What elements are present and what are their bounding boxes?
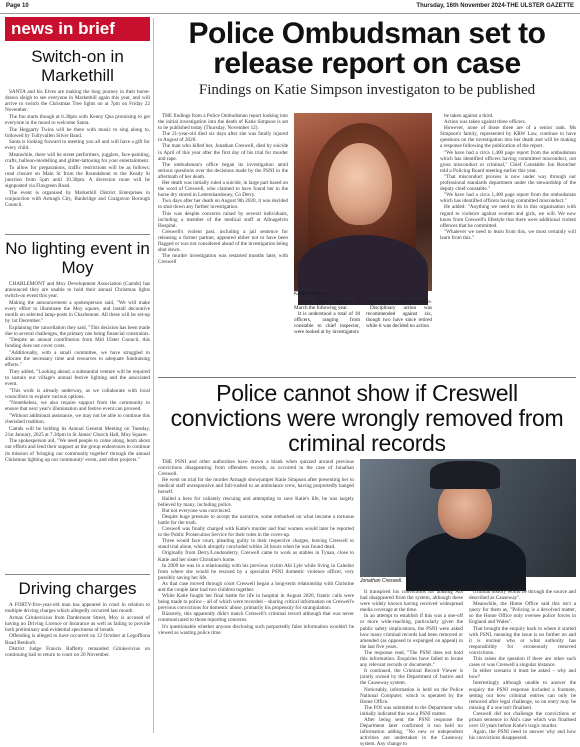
story-para: from the ombudsman's office.: [370, 299, 432, 305]
brief-headline-driving: Driving charges: [18, 579, 137, 598]
story-para: Creswell's violent past, including a jail sentence for releasing a former partner, appeared either not to have been flagged or was not considered ahead of the investigation being shut down.: [158, 228, 288, 254]
story-para: "Whatever we need to learn from this, we most certainly will learn from this.": [440, 228, 576, 241]
story-para: It's questionable whether anyone disclosing such purportedly false information wouldn't be viewed as wasting police time.: [158, 623, 354, 636]
story-para: It continued, the Criminal Record Viewer is jointly owned by the Department of Justice and the Causeway system.: [360, 668, 463, 687]
story-para: Three would face court, pleading guilty to their respective charges, leaving Creswell to stand trial alone, which abruptly concluded within 24 hours when he was found dead.: [158, 538, 354, 551]
story-para: Her death was initially ruled a suicide, in large part based on the word of Creswell, who claimed to have found her in the horse dry stored in Lettershandoney, Co Derry.: [158, 180, 288, 199]
second-headline: Police cannot show if Creswell convictions were wrongly removed from criminal records: [170, 380, 564, 456]
story-para: "That misconduct process is now under way through our professional standards department under the stewardship of the deputy chief constable.": [440, 173, 576, 193]
story-para: Originally from Derry/Londonderry, Creswell came to work as stables in Tynan, close to Katie and her sister Christine's home.: [158, 550, 354, 563]
brief-para: A FORTY-five-year-old man has appeared in court in relation to multiple driving charges which allegedly occurred last month.: [5, 602, 150, 615]
brief-para: The spokesperson aid, "We need people to come along, learn about our efforts and lend their support as the group endeavours to continue its mission of 'bringing our community together' through the annual Christmas lighting up our community' event, and other projects.": [5, 438, 150, 463]
second-column-3: [469, 589, 576, 742]
main-stories: [158, 17, 576, 747]
jonathan-creswell-photo: [360, 459, 576, 577]
story-para: This was despite concerns raised by several individuals, including a member of the medical staff at Altnagelvin Hospital.: [158, 210, 288, 229]
brief-divider: [5, 574, 150, 575]
story-para: Creswell was finally charged with Katie's murder and four women would later be reported to the Public Prosecution Service for their roles in the cover-up.: [158, 526, 354, 539]
brief-para: SANTA and his Elves are making the long journey in their horse-drawn sleigh to see everyone in Markethill again this year, and will arrive to switch the Christmas Tree lights on at 7pm on Friday 22 November.: [5, 89, 150, 114]
brief-para: They added, "Looking ahead, a substantial venture will be required to sustain our village's annual festive lighting and the associated event.: [5, 368, 150, 387]
story-para: THE findings from a Police Ombudsman report looking into the initial investigation into the death of Katie Simpson is set to be published today (Thursday, November 12).: [158, 113, 288, 132]
brief-para: The event is organised by Markethill District Enterprises in conjunction with Armagh City, Banbridge and Craigavon Borough Council.: [5, 189, 150, 208]
brief-para: "Additionally, with a small committee, we have struggled to allocate the necessary time and resources to adequate fundraising efforts.": [5, 350, 150, 369]
brief-para: Making the announcement a spokesperson said, "We will make every effort to illuminate the Moy square, and install decorative motifs on selected lamp-posts in Charlemont. All these will be set-up by 1st December.": [5, 299, 150, 325]
brief-para: "Despite an annual contribution from Mid Ulster Council, this funding does not cover costs.: [5, 337, 150, 350]
brief-para: "Nonetheless, we also require support from the community to ensure that next year's illumination and festive event can proceed.: [5, 400, 150, 413]
story-para: Noticeably, information is held on the Police National Computer, which is operated by the Home Office.: [360, 686, 463, 705]
story-para: In 2009 he was in a relationship with his previous victim Abi Lyle while living in Caledon from where she would be rescued by a specialist PSNI domestic violence officer, very possibly saving her life.: [158, 562, 354, 581]
brief-para: Santa is looking forward to meeting you all and will have a gift for every child.: [5, 139, 150, 152]
brief-para: CHARLEMONT and Moy Development Association (Camds) has announced they are unable to hold their annual Christmas lights switch-on event this year.: [5, 281, 150, 300]
lead-story: [158, 113, 576, 375]
brief-para: Offending is alleged to have occurred on 12 October at Legoffiona Road Benburb.: [5, 633, 150, 646]
story-para: be taken against a third.: [444, 113, 494, 119]
story-para: This raises the question if there are other such cases or was Creswell a singular instance.: [469, 656, 576, 669]
second-story: [158, 459, 576, 747]
brief-para: Meanwhile, there will be street performers, jugglers, face-painting, crafts, balloon-modelling and glitter-tattooing for your entertainment.: [5, 151, 150, 165]
brief-divider: [5, 234, 150, 235]
brief-para: Armas Grinkevicius from Dardernont Street, Moy is accused of having no Driving Licence or Insurance as well as failing to provide both preliminary and evidential specimens of breath.: [5, 614, 150, 633]
second-column-2: [360, 589, 463, 747]
story-para: finally being charged in March the following year.: [294, 299, 360, 312]
story-para: THE PSNI and other authorities have drawn a blank when quizzed around previous convictions disappearing from offenders records, as occurred in the case of Jonathan Creswell.: [158, 459, 354, 478]
story-para: Creswell did not challenge the convictions or prison sentence in Abi's case which was finalised over 10 years before Katie's tragic murder.: [469, 710, 576, 730]
story-para: The FOI was submitted to the Department who initially indicated this was a PSNI matter.: [360, 704, 463, 717]
story-para: As that case moved through court Creswell began a long-term relationship with Christine and the couple later had two children together.: [158, 580, 354, 593]
katie-simpson-photo: [294, 113, 432, 291]
story-para: criminal history would be through the source and described as Causeway".: [469, 589, 576, 602]
brief-para: "Without additional assistance, we may not be able to continue this cherished tradition.: [5, 412, 150, 426]
page-dateline: Thursday, 16th November 2024-THE ULSTER GAZETTE: [416, 3, 574, 9]
news-in-brief-banner: news in brief: [5, 17, 150, 41]
lead-headline: Police Ombudsman set to release report on case: [188, 17, 546, 80]
story-divider: [158, 377, 576, 378]
story-para: But not everyone was convinced.: [162, 507, 232, 514]
story-para: Again, the PSNI need to answer why and how his convictions disappeared.: [469, 729, 576, 742]
story-para: In either scenario it must be asked – why and how?: [469, 668, 576, 681]
brief-para: Camds will be holding its Annual General Meeting on Tuesday, 21st January, 2025 at 7.30pm in St James' Church Hall, Moy Square.: [5, 425, 150, 438]
story-para: That brought the enquiry back to where it started with PSNI, meaning the issue is no further on and it is unclear who or what authority has responsibility for erroneously removed convictions.: [469, 625, 576, 656]
story-para: Interestingly although unable to answer the enquiry the PSNI response included a footnote, setting out how criminal entries can only be removed after legal challenge, so on entry may be missing if a one isn't finalised.: [469, 680, 576, 711]
lead-column-2-tail: [294, 299, 432, 373]
story-para: Hailed a hero for valiantly rescuing and attempting to save Katie's life, he was largely believed by many, including police.: [158, 495, 354, 508]
brief-body-moy: [5, 281, 150, 571]
brief-para: "This work is already underway, as we collaborate with local councillors to explore various options.: [5, 387, 150, 400]
brief-para: Explaining the cancellation they said, "This decision has been made due to several challenges, the primary one being financial constraints.: [5, 324, 150, 337]
story-para: Meanwhile, the Home Office said this isn't a query for them as, "Policing is a devolved matter, so the Home Office only oversee police forces in England and Wales".: [469, 601, 576, 626]
brief-body-driving: [5, 602, 150, 742]
second-photo-caption: Jonathan Creswell.: [360, 578, 403, 584]
story-para: Bizarrely, this apparently didn't match Creswell's criminal record although that was never communicated to those reporting concerns.: [158, 611, 354, 624]
page-folio: [0, 0, 580, 14]
story-para: It transpired his convictions for abusing Abi had disappeared from the system, although these were widely known having received widespread media coverage at the time.: [360, 589, 463, 614]
story-para: The man who killed her, Jonathan Creswell, died by suicide in April of this year after the first day of his trial for murder and rape.: [158, 143, 288, 162]
column-rule: [153, 18, 154, 733]
story-para: Two days after her death on August 9th 2020, it was decided to shut down any further investigation.: [158, 198, 288, 211]
story-para: "We have had a circa 1,400 page report from the ombudsman which has identified officers having committed misconduct.": [440, 192, 576, 205]
brief-para: District Judge Francis Rafferty remanded Grinkevicius on continuing bail to return to court on 20 November.: [5, 646, 150, 659]
lead-column-3: [440, 113, 576, 373]
brief-headline-markethill: Switch-on in Markethill: [31, 47, 124, 85]
story-para: After being sent the PSNI response the Department later confirmed it too held no information adding, "No new or independent activities are undertaken in the Causeway system. Any change to: [360, 716, 463, 747]
brief-body-markethill: [5, 89, 150, 231]
story-para: The ombudsman's office began its investigation amid serious questions over the decisions made by the PSNI in the aftermath of her death.: [158, 161, 288, 180]
brief-para: The fun starts though at 6.30pm with Kenny Qua promising to get everyone in the mood to welcome Santa.: [5, 113, 150, 126]
story-para: However, none of those three are of a senior rank. Ms Simpson's family, represented by KRW Law, continue to have questions on the investigation into her death and will be making a response following the publication of the report.: [440, 125, 576, 150]
lead-photo-caption: Katie Simpson.: [294, 291, 328, 297]
page-number: Page 10: [6, 3, 29, 9]
story-para: He added: "Anything we need to do in this organisation with regard to violence against women and girls, we will. We now know from Creswell's lifestyle that there were additional violent offences that he committed.: [440, 204, 576, 229]
story-para: In an attempt to establish if this was a one-off or more wide-reaching, particularly given the public safety implications, the PSNI were asked how many criminal records had been removed or amended (as opposed to expunged on appeal) in the last five years.: [360, 613, 463, 650]
story-para: Disciplinary action was recommended against six, though two have since retired while it was decided no action: [366, 305, 432, 330]
story-para: The 21-year-old died six days after she was fatally injured in August of 2020.: [158, 131, 288, 144]
brief-para: To allow for preparations, traffic restrictions will be as follows; road closure on Main St from the Roundabout to the Keady St junction from 5pm until 10.30pm. A diversion route will be signposted via Flaxgreen Road.: [5, 164, 150, 189]
lead-strapline: Findings on Katie Simpson investigaton to be published: [198, 82, 536, 98]
news-in-brief-sidebar: [5, 17, 150, 733]
story-para: While Katie fought her final battle for life in hospital in August 2020, frantic calls were being made to police – all of which were recorded – sharing critical information on Creswell's previous convictions for domestic abuse, primarily his propensity for strangulation.: [158, 593, 354, 612]
lead-column-1: [158, 113, 288, 373]
story-para: He went on trial for the murder Armagh showjumper Katie Simpson after presenting her to medical staff unresponsive and full-rushed to an ambulance crew, having purportedly hanged herself.: [158, 477, 354, 496]
story-para: "We have had a circa 1,400 page report from the ombudsman which has identified officers having committed misconduct, not gross misconduct or criminal," Chief Constable Jon Boutcher told a Policing Board meeting earlier this year.: [440, 149, 576, 174]
story-para: It is understood a total of 18 officers, ranging from constable to chief inspector, were looked at by investigators: [294, 311, 360, 336]
story-para: Despite huge pressure to accept the narrative, some embarked on what became a tortuous battle for the truth.: [158, 513, 354, 526]
brief-para: The Heggarty Twins will be there with music to sing along to, followed by Tullyvallen Silver Band.: [5, 126, 150, 139]
second-column-1: [158, 459, 354, 733]
story-para: The response read, "The PSNI does not hold this information. Enquiries have failed to locate any relevant records or documents.": [360, 649, 463, 669]
story-para: The murder investigation was restarted months later, with Creswell: [158, 253, 288, 266]
story-para: Action was taken against three officers.: [444, 119, 527, 126]
brief-headline-moy: No lighting event in Moy: [5, 239, 150, 277]
